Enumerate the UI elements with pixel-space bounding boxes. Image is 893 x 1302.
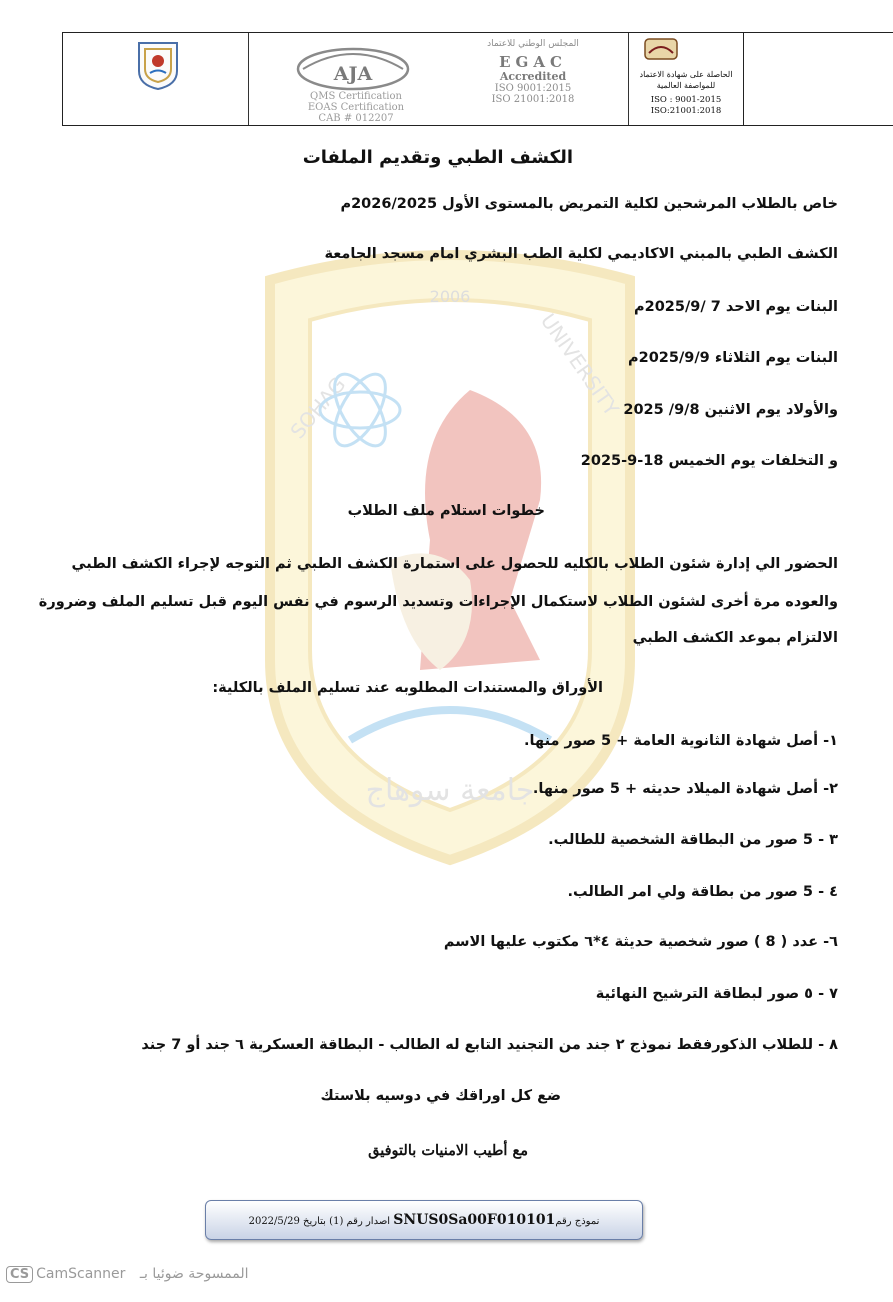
camscanner-badge: CS [6, 1266, 33, 1283]
faculty-iso-21001: ISO:21001:2018 [650, 106, 722, 116]
camscanner-mark [6, 1266, 249, 1283]
schedule-line: و التخلفات يوم الخميس 18-9-2025 [580, 453, 838, 469]
steps-heading: خطوات استلام ملف الطلاب [347, 503, 545, 519]
document-item: ٣ - 5 صور من البطاقة الشخصية للطالب. [548, 832, 838, 848]
qms-certification-lines [271, 91, 441, 124]
watermark-right-word: UNIVERSITY [535, 309, 624, 421]
egac-iso-9001: ISO 9001:2015 [494, 83, 572, 94]
egac-mark [458, 53, 608, 105]
steps-paragraph-line: والعوده مرة أخرى لشئون الطلاب لاستكمال الإجراءات وتسديد الرسوم في نفس اليوم قبل تسليم الملف وضرورة [38, 594, 838, 610]
exam-location-line: الكشف الطبي بالمبني الاكاديمي لكلية الطب البشري امام مسجد الجامعة [324, 246, 838, 262]
document-header [62, 32, 744, 126]
page-title: الكشف الطبي وتقديم الملفات [302, 147, 573, 168]
camscanner-brand: CamScanner [36, 1266, 126, 1282]
sohag-university-emblem [133, 37, 183, 91]
faculty-iso-9001: ISO : 9001-2015 [650, 95, 722, 105]
issue-text: اصدار رقم (1) بتاريخ 2022/5/29 [248, 1216, 391, 1227]
document-item: ٨ - للطلاب الذكورفقط نموذج ٢ جند من التجنيد التابع له الطالب - البطاقة العسكرية ٦ جند أو 7 جند [141, 1037, 838, 1053]
faculty-iso-lines [631, 95, 741, 117]
form-code: SNUS0Sa00F010101 [393, 1212, 556, 1228]
aja-logo [293, 47, 413, 91]
schedule-line: البنات يوم الاحد 7 /2025/9م [633, 299, 838, 315]
document-item: ٦- عدد ( 8 ) صور شخصية حديثة ٤*٦ مكتوب عليها الاسم [443, 934, 838, 950]
faculty-note-line: الحاصلة على شهادة الاعتماد [639, 70, 733, 79]
target-students-line: خاص بالطلاب المرشحين لكلية التمريض بالمستوى الأول 2026/2025م [340, 196, 838, 212]
watermark-arabic: جامعة سوهاج [365, 773, 535, 808]
closing-wishes: مع أطيب الامنيات بالتوفيق [368, 1142, 528, 1159]
faculty-accreditation-note [631, 69, 741, 91]
egac-word: EGAC [499, 53, 567, 71]
faculty-note-line: للمواصفة العالمية [656, 81, 716, 90]
document-item: ٧ - ٥ صور لبطاقة الترشيح النهائية [595, 986, 838, 1002]
egac-arabic: المجلس الوطني للاعتماد [487, 39, 579, 49]
steps-paragraph-line: الالتزام بموعد الكشف الطبي [632, 630, 838, 646]
egac-accredited: Accredited [499, 70, 567, 83]
header-extension [744, 32, 893, 126]
document-item: ٤ - 5 صور من بطاقة ولي امر الطالب. [567, 884, 838, 900]
steps-paragraph-line: الحضور الي إدارة شئون الطلاب بالكليه للحصول على استمارة الكشف الطبي ثم التوجه لإجراء الكشف الطبي [71, 556, 838, 572]
camscanner-arabic: الممسوحة ضوئيا بـ [139, 1266, 249, 1282]
form-label: نموذج رقم [555, 1216, 600, 1227]
egac-iso-21001: ISO 21001:2018 [491, 94, 575, 105]
document-item: ٢- أصل شهادة الميلاد حديثه + 5 صور منها. [532, 781, 838, 797]
schedule-line: البنات يوم الثلاثاء 2025/9/9م [627, 350, 838, 366]
aja-logo-text: AJA [333, 63, 373, 85]
watermark-left-word: SOHAG [285, 372, 351, 444]
documents-heading: الأوراق والمستندات المطلوبه عند تسليم الملف بالكلية: [212, 680, 603, 696]
qms-line: EOAS Certification [307, 102, 405, 113]
form-number-box [205, 1200, 643, 1240]
document-item: ١- أصل شهادة الثانوية العامة + 5 صور منها. [524, 733, 838, 749]
closing-note: ضع كل اوراقك في دوسيه بلاستك [320, 1088, 561, 1104]
watermark-year: 2006 [429, 287, 471, 306]
form-number-text [206, 1212, 642, 1228]
faculty-logo [641, 35, 681, 65]
qms-line: QMS Certification [310, 91, 402, 102]
schedule-line: والأولاد يوم الاثنين 9/8/ 2025 [623, 402, 838, 418]
qms-line: CAB # 012207 [318, 113, 394, 124]
